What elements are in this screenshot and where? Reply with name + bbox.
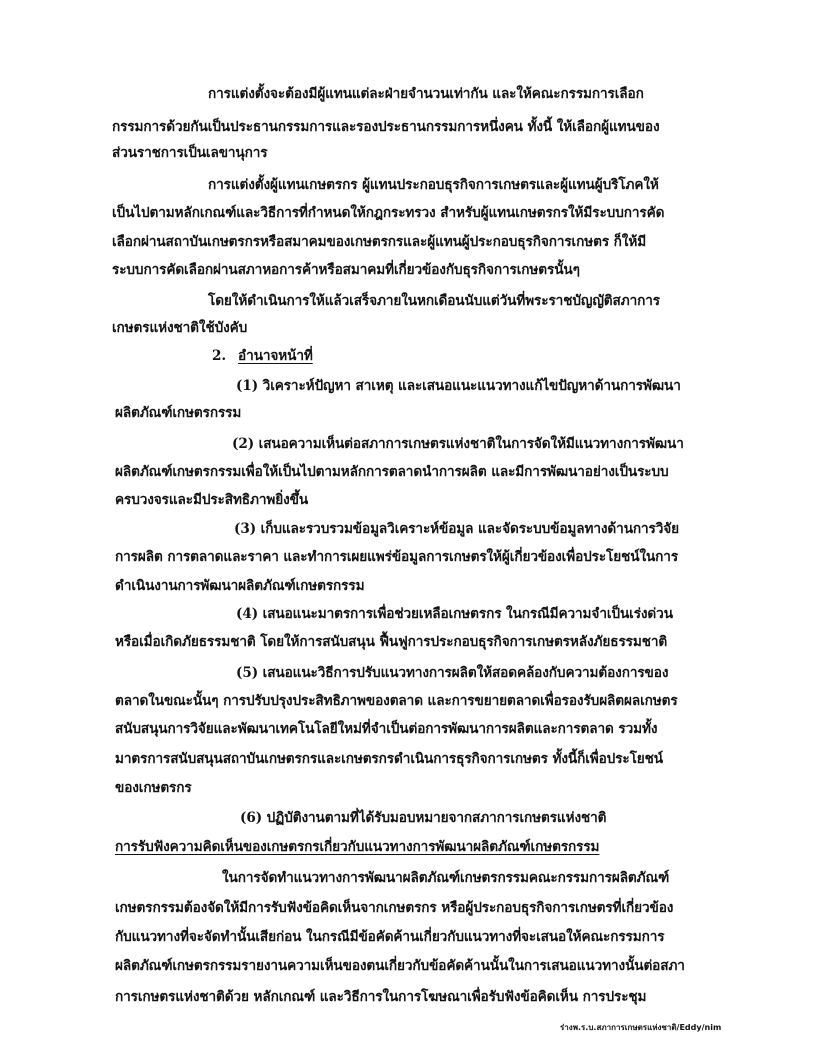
text-line: ผลิตภัณฑ์เกษตรกรรม bbox=[115, 405, 242, 421]
text-line: ของเกษตรกร bbox=[115, 780, 192, 796]
text-line: มาตรการสนับสนุนสถาบันเกษตรกรและเกษตรกรดำเนินการธุรกิจการเกษตร ทั้งนี้ก็เพื่อประโยชน์ bbox=[115, 751, 663, 767]
text-line: การแต่งตั้งจะต้องมีผู้แทนแต่ละฝ่ายจำนวนเท่ากัน และให้คณะกรรมการเลือก bbox=[208, 86, 644, 102]
text-line: กับแนวทางที่จะจัดทำนั้นเสียก่อน ในกรณีมีข้อคัดค้านเกี่ยวกับแนวทางที่จะเสนอให้คณะกรรมการ bbox=[115, 929, 665, 945]
text-line: (5) เสนอแนะวิธีการปรับแนวทางการผลิตให้สอดคล้องกับความต้องการของ bbox=[236, 665, 669, 681]
text-line: ในการจัดทำแนวทางการพัฒนาผลิตภัณฑ์เกษตรกรรมคณะกรรมการผลิตภัณฑ์ bbox=[222, 870, 670, 886]
text-line: ระบบการคัดเลือกผ่านสภาหอการค้าหรือสมาคมที่เกี่ยวข้องกับธุรกิจการเกษตรนั้นๆ bbox=[112, 262, 580, 278]
text-line: การผลิต การตลาดและราคา และทำการเผยแพร่ข้อมูลการเกษตรให้ผู้เกี่ยวข้องเพื่อประโยชน์ในการ bbox=[115, 549, 679, 565]
text-line: ครบวงจรและมีประสิทธิภาพยิ่งขึ้น bbox=[115, 492, 309, 508]
text-line: เลือกผ่านสถาบันเกษตรกรหรือสมาคมของเกษตรกรและผู้แทนผู้ประกอบธุรกิจการเกษตร ก็ให้มี bbox=[112, 234, 647, 250]
text-line: เกษตรแห่งชาติใช้บังคับ bbox=[112, 320, 248, 336]
section-number: 2. bbox=[212, 348, 226, 364]
text-line: เป็นไปตามหลักเกณฑ์และวิธีการที่กำหนดให้กฎกระทรวง สำหรับผู้แทนเกษตรกรให้มีระบบการคัด bbox=[112, 205, 665, 221]
text-line: (4) เสนอแนะมาตรการเพื่อช่วยเหลือเกษตรกร ในกรณีมีความจำเป็นเร่งด่วน bbox=[236, 606, 673, 622]
text-line: การเกษตรแห่งชาติด้วย หลักเกณฑ์ และวิธีการในการโฆษณาเพื่อรับฟังข้อคิดเห็น การประชุม bbox=[115, 989, 647, 1005]
text-line: ผลิตภัณฑ์เกษตรกรรมเพื่อให้เป็นไปตามหลักการตลาดนำการผลิต และมีการพัฒนาอย่างเป็นระบบ bbox=[115, 464, 669, 480]
text-line: การแต่งตั้งผู้แทนเกษตรกร ผู้แทนประกอบธุรกิจการเกษตรและผู้แทนผู้บริโภคให้ bbox=[208, 177, 659, 193]
text-line: (1) วิเคราะห์ปัญหา สาเหตุ และเสนอแนะแนวทางแก้ไขปัญหาด้านการพัฒนา bbox=[236, 378, 681, 394]
text-line: ดำเนินงานการพัฒนาผลิตภัณฑ์เกษตรกรรม bbox=[115, 578, 365, 594]
text-line: ส่วนราชการเป็นเลขานุการ bbox=[112, 145, 268, 161]
text-line: (3) เก็บและรวบรวมข้อมูลวิเคราะห์ข้อมูล และจัดระบบข้อมูลทางด้านการวิจัย bbox=[234, 521, 680, 537]
text-line: ตลาดในขณะนั้นๆ การปรับปรุงประสิทธิภาพของตลาด และการขยายตลาดเพื่อรองรับผลิตผลเกษตร bbox=[115, 693, 678, 709]
text-line: กรรมการด้วยกันเป็นประธานกรรมการและรองประธานกรรมการหนึ่งคน ทั้งนี้ ให้เลือกผู้แทนของ bbox=[112, 119, 660, 135]
text-line: เกษตรกรรมต้องจัดให้มีการรับฟังข้อคิดเห็นจากเกษตรกร หรือผู้ประกอบธุรกิจการเกษตรที่เกี่ยวข้อง bbox=[115, 900, 674, 916]
text-line: ผลิตภัณฑ์เกษตรกรรมรายงานความเห็นของตนเกี่ยวกับข้อคัดค้านนั้นในการเสนอแนวทางนั้นต่อสภา bbox=[115, 958, 685, 974]
text-line: โดยให้ดำเนินการให้แล้วเสร็จภายในหกเดือนนับแต่วันที่พระราชบัญญัติสภาการ bbox=[208, 293, 660, 309]
text-line: หรือเมื่อเกิดภัยธรรมชาติ โดยให้การสนับสนุน ฟื้นฟูการประกอบธุรกิจการเกษตรหลังภัยธรรมชาติ bbox=[115, 634, 668, 650]
text-line: สนับสนุนการวิจัยและพัฒนาเทคโนโลยีใหม่ที่จำเป็นต่อการพัฒนาการผลิตและการตลาด รวมทั้ง bbox=[115, 721, 658, 737]
text-line: (2) เสนอความเห็นต่อสภาการเกษตรแห่งชาติในการจัดให้มีแนวทางการพัฒนา bbox=[232, 436, 684, 452]
hearing-heading: การรับฟังความคิดเห็นของเกษตรกรเกี่ยวกับแนวทางการพัฒนาผลิตภัณฑ์เกษตรกรรม bbox=[115, 839, 600, 855]
section-heading: อำนาจหน้าที่ bbox=[238, 348, 313, 364]
text-line: (6) ปฏิบัติงานตามที่ได้รับมอบหมายจากสภาการเกษตรแห่งชาติ bbox=[240, 810, 607, 826]
footer-reference: ร่างพ.ร.บ.สภาการเกษตรแห่งชาติ/Eddy/nim bbox=[560, 1023, 722, 1032]
